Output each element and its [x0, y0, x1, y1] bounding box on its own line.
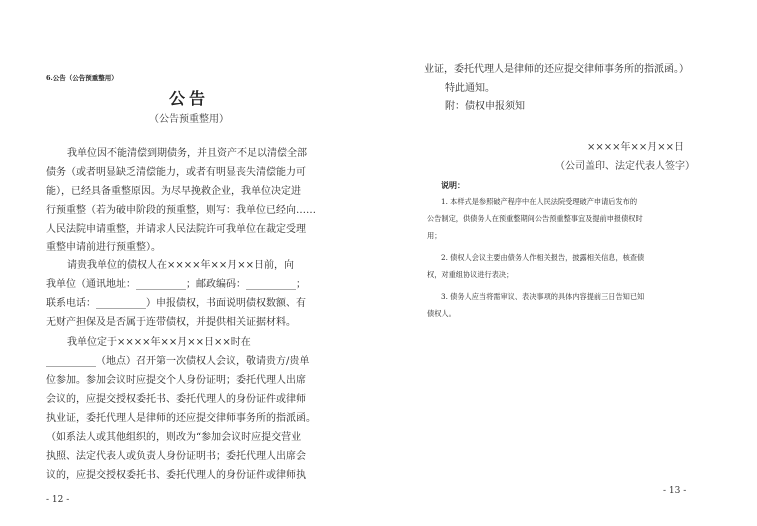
- body-line: 特此通知。: [445, 83, 495, 94]
- body-line: 议的，应提交授权委托书、委托代理人的身份证件或律师执: [46, 470, 306, 481]
- page-number: - 13 -: [663, 486, 687, 496]
- body-line: 行预重整（若为破申阶段的预重整，则写：我单位已经向……: [46, 205, 316, 216]
- body-line: 债务（或者明显缺乏清偿能力，或者有明显丧失清偿能力可: [46, 167, 306, 178]
- body-line: 执照、法定代表人或负责人身份证明书；委托代理人出席会: [46, 451, 306, 462]
- body-line: 我单位因不能清偿到期债务，并且资产不足以清偿全部: [67, 148, 307, 159]
- body-line: 位参加。参加会议时应提交个人身份证明；委托代理人出席: [46, 375, 306, 386]
- body-line: 附：债权申报须知: [445, 101, 525, 112]
- body-line: 无财产担保及是否属于连带债权，并提供相关证据材料。: [46, 317, 296, 328]
- body-line: __________（地点）召开第一次债权人会议，敬请贵方/贵单: [46, 356, 310, 367]
- date-line: ××××年××月××日: [587, 142, 685, 153]
- notes-title: 说明：: [441, 180, 465, 190]
- note-line: 权，对重组协议进行表决；: [427, 270, 514, 279]
- body-line: 重整申请前进行预重整）。: [46, 242, 161, 253]
- note-line: 2. 债权人会议主要由债务人作相关报告，披露相关信息，核查债: [441, 253, 645, 262]
- body-line: 业证，委托代理人是律师的还应提交律师事务所的指派函。）: [424, 64, 689, 75]
- body-line: 我单位定于××××年××月××日××时在: [67, 337, 251, 348]
- body-line: 人民法院申请重整，并请求人民法院许可我单位在裁定受理: [46, 224, 306, 235]
- body-line: 联系电话：__________）申报债权，书面说明债权数额、有: [46, 298, 306, 309]
- right-page: [379, 0, 757, 526]
- page-subtitle: （公告预重整用）: [149, 114, 229, 125]
- page-number: - 12 -: [46, 495, 70, 505]
- note-line: 用；: [427, 231, 442, 240]
- note-line: 公告制定，供债务人在预重整期间公告预重整事宜及提前申报债权时: [427, 214, 643, 223]
- body-line: 请贵我单位的债权人在××××年××月××日前，向: [67, 260, 295, 271]
- body-line: 我单位（通讯地址：__________；邮政编码：__________；: [46, 279, 306, 290]
- left-page: [0, 0, 378, 526]
- section-label: 6.公告（公告预重整用）: [46, 74, 118, 82]
- body-line: 能），已经具备重整原因。为尽早挽救企业，我单位决定进: [46, 186, 301, 197]
- page-title: 公告: [168, 89, 209, 108]
- signature-line: （公司盖印、法定代表人签字）: [555, 161, 695, 172]
- note-line: 债权人。: [427, 309, 456, 318]
- note-line: 3. 债务人应当将需审议、表决事项的具体内容提前三日告知已知: [441, 292, 645, 301]
- body-line: 执业证，委托代理人是律师的还应提交律师事务所的指派函。: [46, 413, 316, 424]
- body-line: 会议的，应提交授权委托书、委托代理人的身份证件或律师: [46, 394, 306, 405]
- body-line: （如系法人或其他组织的，则改为“参加会议时应提交营业: [46, 432, 302, 443]
- note-line: 1. 本样式是参照破产程序中在人民法院受理破产申请后发布的: [441, 197, 638, 206]
